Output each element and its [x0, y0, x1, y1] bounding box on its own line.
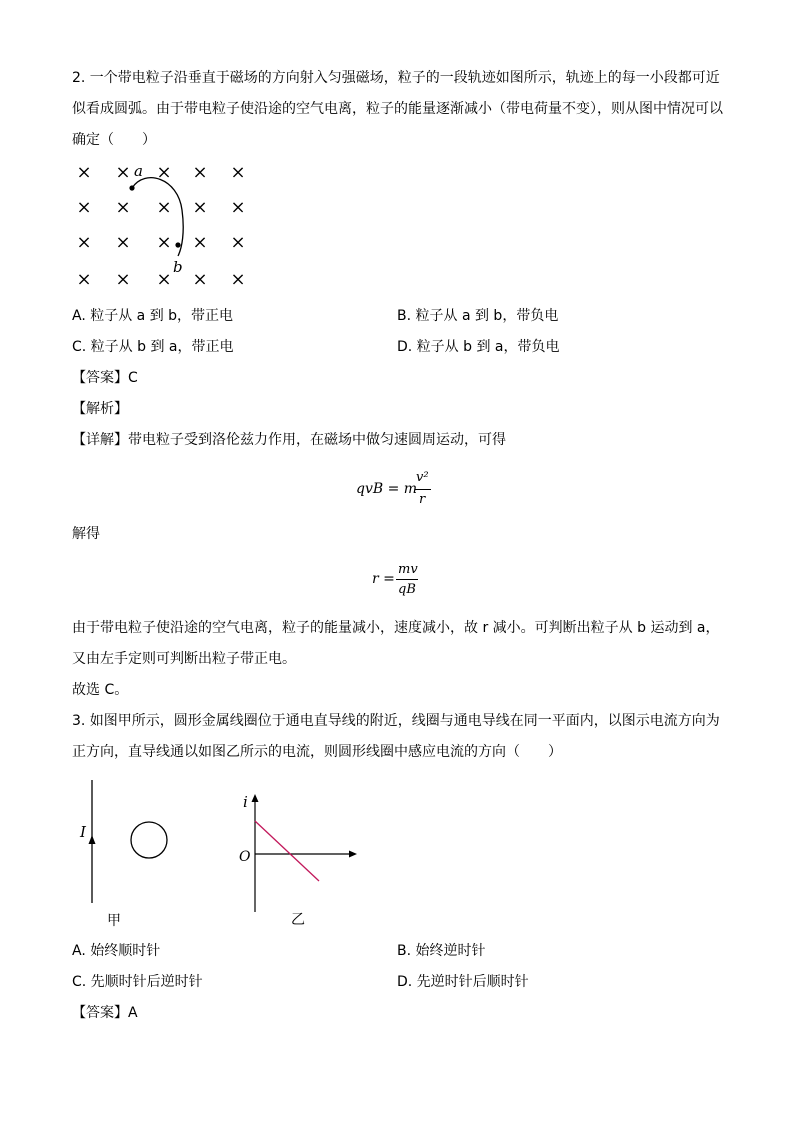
q2-detail — [72, 430, 506, 450]
q2-conclusion-line-2: 又由左手定则可判断出粒子带正电。 — [72, 651, 296, 667]
current-vs-time-line — [255, 821, 319, 881]
current-arrow-icon — [89, 835, 96, 844]
caption-yi: 乙 — [291, 912, 305, 928]
field-cross-icon: × — [115, 197, 131, 218]
field-cross-icon: × — [192, 232, 208, 253]
field-cross-icon: × — [230, 269, 246, 290]
q2-detail-text: 带电粒子受到洛伦兹力作用，在磁场中做匀速圆周运动，可得 — [128, 432, 506, 448]
q2-stem-line-1: 2. 一个带电粒子沿垂直于磁场的方向射入匀强磁场，粒子的一段轨迹如图所示，轨迹上的每一小段都可近 — [72, 70, 720, 86]
current-label-I: I — [80, 823, 86, 841]
q2-magnetic-field-figure — [70, 158, 260, 293]
eq2-denominator: qB — [398, 582, 416, 597]
field-cross-icon: × — [230, 162, 246, 183]
q3-option-b[interactable]: B. 始终逆时针 — [397, 943, 486, 959]
eq2-fraction-bar — [396, 579, 418, 580]
q3-figure-jia — [72, 775, 192, 935]
graph-label-O: O — [239, 849, 251, 865]
q3-figure-yi-graph — [228, 790, 368, 935]
field-cross-icon: × — [156, 197, 172, 218]
field-cross-icon: × — [230, 232, 246, 253]
q2-analysis-tag: 【解析】 — [72, 401, 128, 417]
eq1-fraction-bar — [415, 489, 431, 490]
q2-option-b[interactable]: B. 粒子从 a 到 b，带负电 — [397, 308, 559, 324]
field-cross-icon: × — [192, 162, 208, 183]
q3-answer-value: A — [128, 1005, 138, 1021]
q2-option-c[interactable]: C. 粒子从 b 到 a，带正电 — [72, 339, 234, 355]
eq1-denominator: r — [419, 492, 426, 507]
q2-answer-tag: 【答案】 — [72, 370, 128, 386]
field-cross-icon: × — [192, 269, 208, 290]
q3-answer — [72, 1003, 138, 1023]
eq1-numerator: v² — [416, 470, 429, 485]
field-cross-icon: × — [156, 162, 172, 183]
q2-choose: 故选 C。 — [72, 682, 129, 698]
q2-stem-line-2: 似看成圆弧。由于带电粒子使沿途的空气电离，粒子的能量逐渐减小（带电荷量不变），则从图中情况可以 — [72, 101, 723, 117]
q2-option-d[interactable]: D. 粒子从 b 到 a，带负电 — [397, 339, 560, 355]
graph-label-i: i — [243, 793, 248, 811]
q3-stem-line-1: 3. 如图甲所示，圆形金属线圈位于通电直导线的附近，线圈与通电导线在同一平面内，以图示电流方向为 — [72, 713, 720, 729]
q3-stem-line-2: 正方向，直导线通以如图乙所示的电流，则圆形线圈中感应电流的方向（ ） — [72, 744, 562, 760]
field-cross-icon: × — [156, 232, 172, 253]
field-cross-icon: × — [192, 197, 208, 218]
q3-option-a[interactable]: A. 始终顺时针 — [72, 943, 161, 959]
field-cross-icon: × — [115, 269, 131, 290]
q2-solve-text: 解得 — [72, 526, 100, 542]
eq2-lhs: r = — [372, 571, 395, 587]
field-cross-icon: × — [156, 269, 172, 290]
q2-detail-tag: 【详解】 — [72, 432, 128, 448]
field-cross-icon: × — [115, 232, 131, 253]
field-cross-icon: × — [76, 232, 92, 253]
q2-answer — [72, 368, 138, 388]
q2-label-b: b — [173, 258, 183, 276]
field-cross-icon: × — [76, 269, 92, 290]
i-axis-arrow-icon — [252, 794, 259, 802]
caption-jia: 甲 — [107, 913, 121, 929]
field-cross-icon: × — [76, 197, 92, 218]
q2-label-a: a — [134, 162, 143, 180]
q2-answer-value: C — [128, 370, 138, 386]
q3-option-c[interactable]: C. 先顺时针后逆时针 — [72, 974, 203, 990]
q3-option-d[interactable]: D. 先逆时针后顺时针 — [397, 974, 529, 990]
eq1-lhs: qvB = m — [356, 481, 418, 497]
q2-option-a[interactable]: A. 粒子从 a 到 b，带正电 — [72, 308, 234, 324]
field-cross-icon: × — [76, 162, 92, 183]
field-cross-icon: × — [115, 162, 131, 183]
q3-answer-tag: 【答案】 — [72, 1005, 128, 1021]
q2-conclusion-line-1: 由于带电粒子使沿途的空气电离，粒子的能量减小，速度减小，故 r 减小。可判断出粒子从 b 运动到 a， — [72, 620, 720, 636]
metal-coil-circle — [131, 822, 167, 858]
q2-point-a — [129, 185, 134, 190]
field-cross-icon: × — [230, 197, 246, 218]
q2-point-b — [175, 242, 180, 247]
eq2-numerator: mv — [398, 562, 418, 577]
q2-stem-line-3: 确定（ ） — [72, 132, 156, 148]
t-axis-arrow-icon — [349, 851, 357, 858]
